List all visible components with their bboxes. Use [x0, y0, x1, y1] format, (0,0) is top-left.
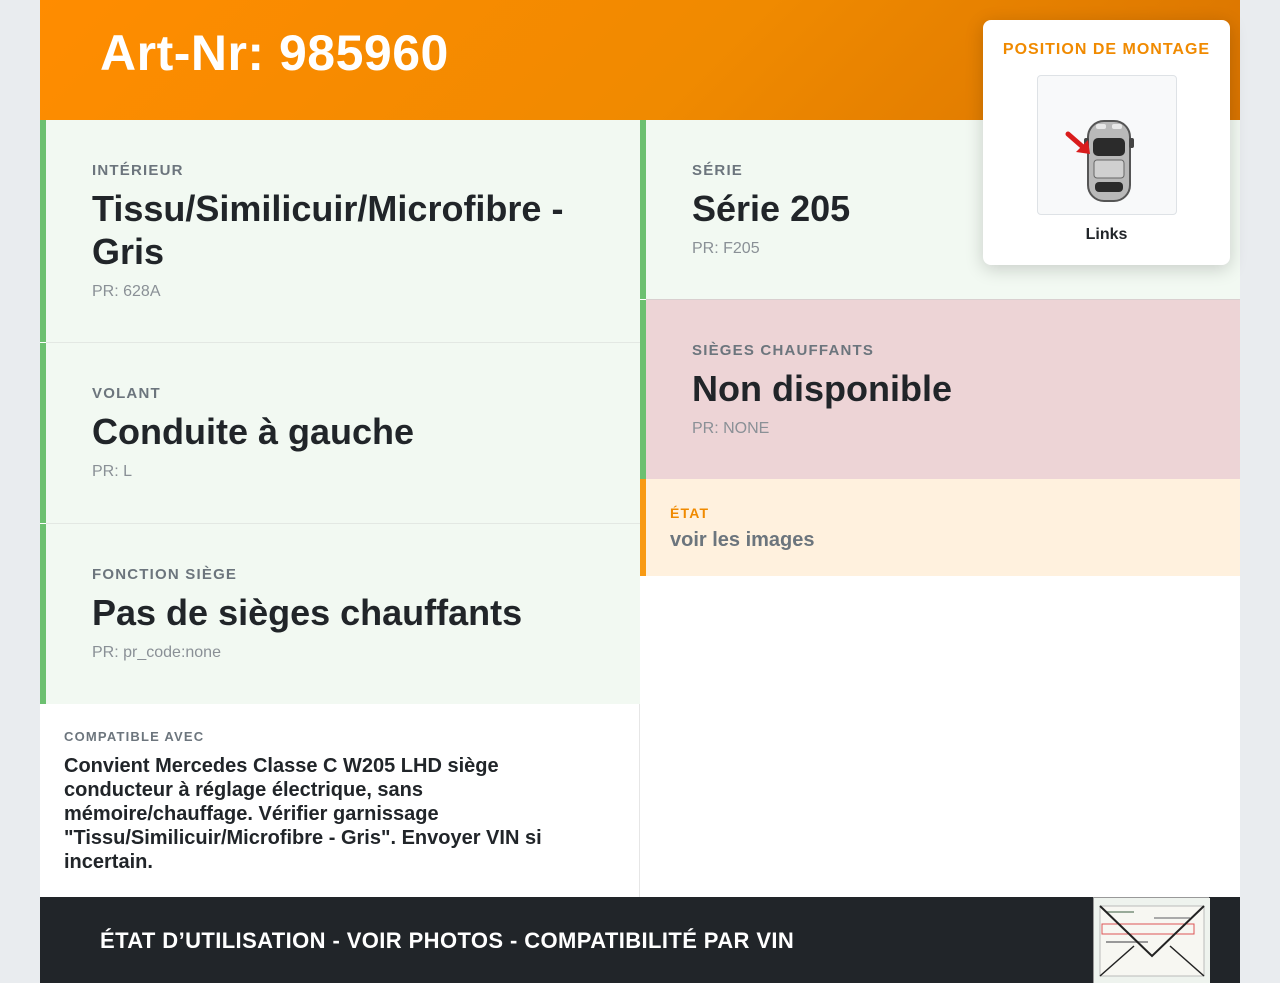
registration-document-thumbnail [1093, 897, 1209, 983]
mounting-position-title: POSITION DE MONTAGE [1002, 41, 1211, 58]
footer-text: ÉTAT D’UTILISATION - VOIR PHOTOS - COMPATIBILITÉ PAR VIN [100, 928, 795, 953]
sieges-chauffants-label: SIÈGES CHAUFFANTS [692, 342, 875, 359]
serie-value: Série 205 [692, 188, 851, 229]
fonction-siege-cell [40, 524, 640, 704]
etat-label: ÉTAT [670, 505, 710, 521]
compatibility-label: COMPATIBLE AVEC [64, 729, 205, 744]
mounting-position-image [1037, 75, 1177, 215]
volant-cell [40, 343, 640, 523]
etat-value: voir les images [670, 529, 815, 551]
compatibility-text: Convient Mercedes Classe C W205 LHD siège conducteur à réglage électrique, sans mémoire/chauffage. Vérifier garnissage "Tissu/Similicuir/Microfibre - Gris". Envoyer VIN si incertain. [64, 755, 542, 873]
mounting-side-label: Links [1085, 226, 1128, 243]
article-number-title: Art-Nr: 985960 [100, 25, 449, 81]
volant-pr-code: PR: L [92, 463, 133, 480]
red-arrow-icon [1062, 128, 1102, 168]
interieur-label: INTÉRIEUR [92, 162, 184, 179]
sieges-chauffants-cell [640, 300, 1240, 479]
fonction-siege-value: Pas de sièges chauffants [92, 592, 523, 633]
mounting-position-card [983, 20, 1230, 265]
serie-pr-code: PR: F205 [692, 240, 760, 257]
sieges-chauffants-value: Non disponible [692, 368, 952, 409]
document-image [1094, 898, 1210, 983]
interieur-value: Tissu/Similicuir/Microfibre - Gris [92, 188, 564, 272]
compatibility-section [40, 704, 640, 897]
footer-bar [40, 897, 1240, 983]
fonction-siege-pr-code: PR: pr_code:none [92, 644, 221, 661]
interieur-cell [40, 120, 640, 342]
serie-label: SÉRIE [692, 162, 744, 179]
etat-cell [640, 479, 1240, 576]
volant-value: Conduite à gauche [92, 411, 415, 452]
interieur-pr-code: PR: 628A [92, 283, 161, 300]
car-top-view-icon [1038, 76, 1178, 216]
volant-label: VOLANT [92, 385, 161, 402]
sieges-chauffants-pr-code: PR: NONE [692, 420, 770, 437]
fonction-siege-label: FONCTION SIÈGE [92, 566, 238, 583]
